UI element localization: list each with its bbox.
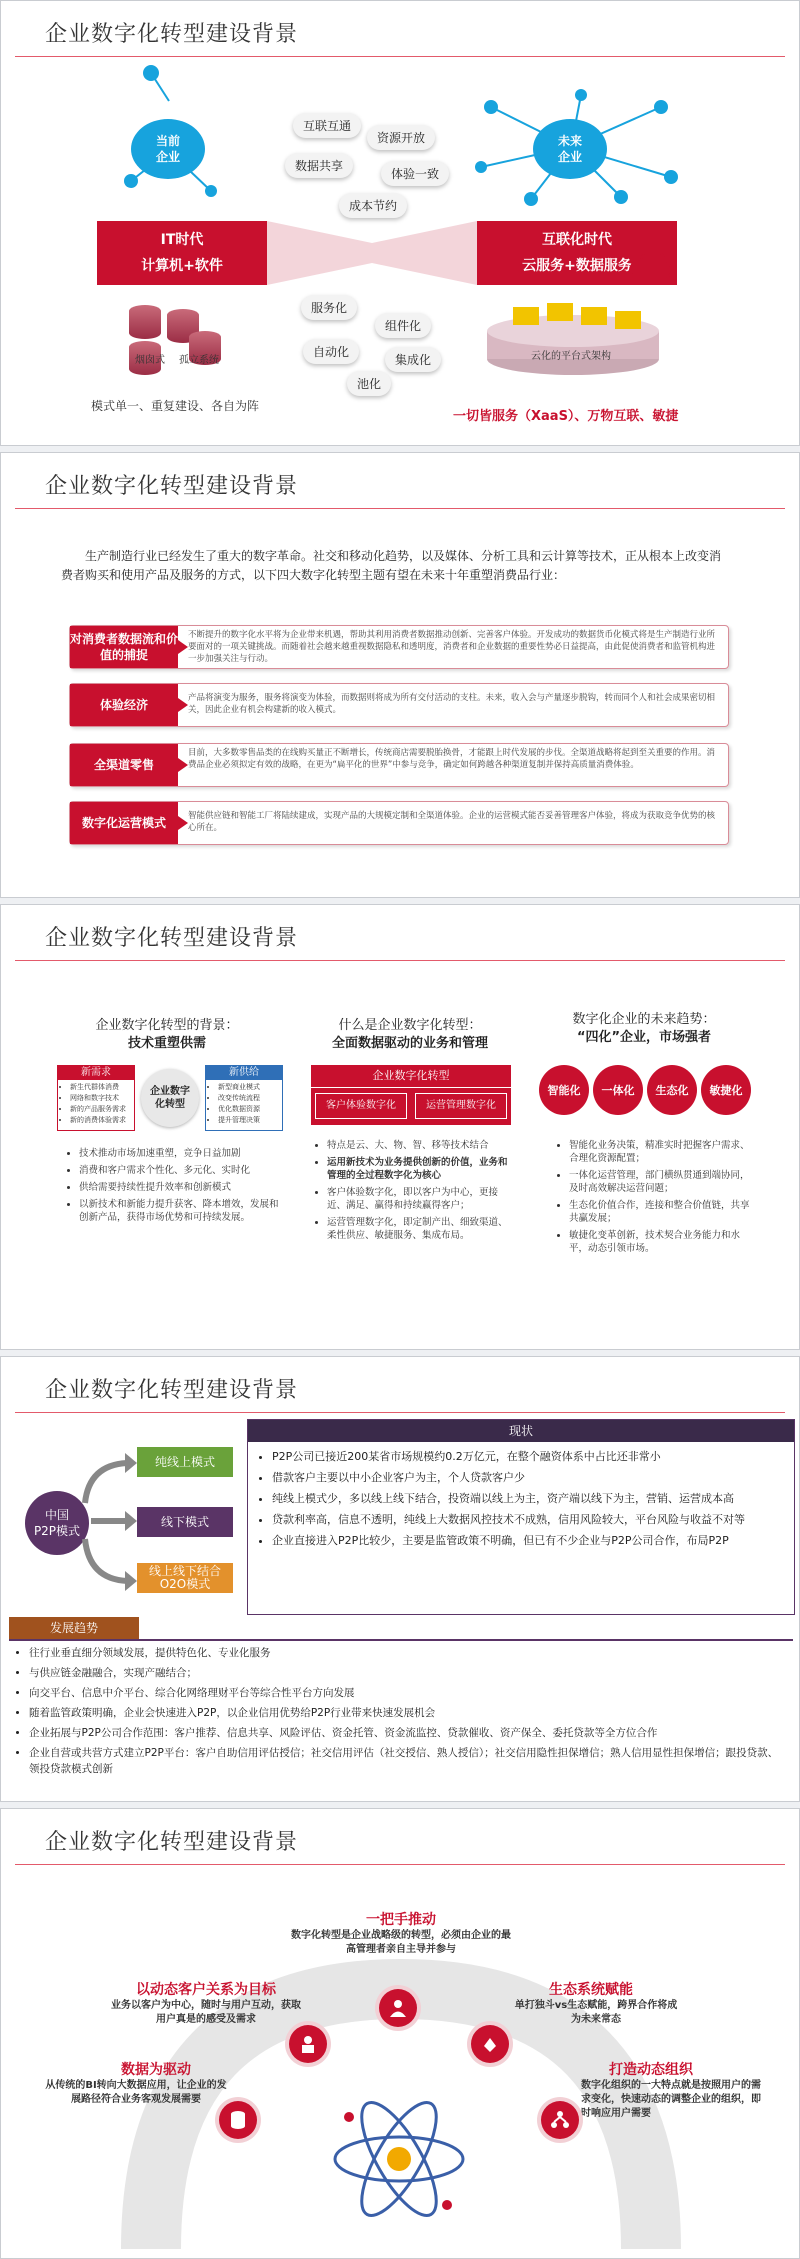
tag-data-sharing: 数据共享 [285, 153, 353, 178]
demand-box [57, 1065, 135, 1131]
status-item: • P2P公司已接近200某省市场规模约0.2万亿元，在整个融资体系中占比还非常小 [272, 1448, 788, 1466]
p2p-label: 中国 P2P模式 [33, 1508, 81, 1538]
trend-row [69, 683, 729, 727]
mode-offline: 线下模式 [137, 1507, 233, 1537]
col2-box-title: 企业数字化转型 [311, 1065, 511, 1088]
supply-item: • 新型商业模式 [218, 1082, 278, 1093]
left-caption: 模式单一、重复建设、各自为阵 [91, 399, 260, 413]
circle-integrated: 一体化 [593, 1065, 643, 1115]
col2-bullets [315, 1139, 515, 1246]
trend-item: • 企业拓展与P2P公司合作范围：客户推荐、信息共享、风险评估、资金托管、资金流监控、贷款催收、资产保全、委托贷款等全方位合作 [29, 1725, 785, 1741]
slide-title: 企业数字化转型建设背景 [45, 1378, 299, 1403]
title-rule [15, 508, 785, 509]
bullet-item: • 技术推动市场加速重塑，竞争日益加剧 [79, 1147, 287, 1160]
circle-agile: 敏捷化 [701, 1065, 751, 1115]
right-top-driver-text: 单打独斗vs生态赋能，跨界合作将成为未来常态 [514, 2000, 678, 2025]
col2-box [311, 1065, 511, 1125]
center-diamond [141, 1069, 199, 1127]
mode-online: 纯线上模式 [137, 1447, 233, 1477]
it-era-subtitle: 计算机+软件 [141, 258, 223, 274]
col1-heading-line2: 技术重塑供需 [127, 1036, 206, 1051]
slide-1 [0, 0, 800, 446]
trend-text: 智能供应链和智能工厂将陆续建成，实现产品的大规模定制和全渠道体验。企业的运营模式能否妥善管理客户体验，将成为获取竞争优势的核心所在。 [188, 811, 716, 833]
bullet-item: • 供给需要持续性提升效率和创新模式 [79, 1181, 287, 1194]
title-rule [15, 1412, 785, 1413]
status-item: • 借款客户主要以中小企业客户为主，个人贷款客户少 [272, 1469, 788, 1487]
slide-3 [0, 904, 800, 1350]
slide-2 [0, 452, 800, 898]
title-rule [15, 1864, 785, 1865]
mode-o2o: 线上线下结合 O2O模式 [137, 1563, 233, 1593]
col2-heading [303, 1017, 517, 1053]
status-item: • 纯线上模式少，多以线上线下结合，投资端以线上为主，资产端以线下为主，营销、运营成本高 [272, 1490, 788, 1508]
trend-label: 体验经济 [70, 684, 178, 726]
internet-era-title: 互联化时代 [542, 232, 612, 248]
status-list [258, 1448, 788, 1553]
it-era-title: IT时代 [160, 232, 204, 248]
top-driver-title: 一把手推动 [366, 1912, 436, 1928]
title-rule [15, 960, 785, 961]
tag-automation: 自动化 [303, 339, 359, 364]
internet-era-subtitle: 云服务+数据服务 [522, 258, 632, 274]
circle-intelligent: 智能化 [539, 1065, 589, 1115]
left-top-driver-title: 以动态客户关系为目标 [136, 1982, 276, 1998]
col3-heading-line1: 数字化企业的未来趋势： [572, 1012, 716, 1027]
status-header: 现状 [248, 1420, 794, 1442]
demand-item: • 网络和数字技术 [70, 1093, 130, 1104]
col2-heading-line2: 全面数据驱动的业务和管理 [331, 1036, 488, 1051]
tag-component: 组件化 [375, 313, 431, 338]
demand-item: • 新生代群体消费 [70, 1082, 130, 1093]
platform-label: 云化的平台式架构 [531, 351, 611, 362]
left-bottom-driver-title: 数据为驱动 [121, 2062, 191, 2078]
col2-box-left: 客户体验数字化 [315, 1093, 407, 1119]
tag-cost-saving: 成本节约 [339, 193, 407, 218]
slide-title: 企业数字化转型建设背景 [45, 474, 299, 499]
bullet-item: • 特点是云、大、物、智、移等技术结合 [327, 1139, 515, 1152]
trend-label: 对消费者数据流和价值的捕捉 [70, 626, 178, 668]
status-item: • 企业直接进入P2P比较少，主要是监管政策不明确，但已有不少企业与P2P公司合作，布局P2P [272, 1532, 788, 1550]
silo-cylinder [129, 305, 161, 339]
col1-heading [57, 1017, 277, 1053]
cloud-icon [629, 247, 673, 281]
status-item: • 贷款利率高，信息不透明，纯线上大数据风控技术不成熟，信用风险较大，平台风险与收益不对等 [272, 1511, 788, 1529]
trend-item: • 往行业垂直细分领域发展，提供特色化、专业化服务 [29, 1645, 785, 1661]
tag-integration: 集成化 [385, 347, 441, 372]
trend-label: 数字化运营模式 [70, 802, 178, 844]
p2p-circle [25, 1491, 89, 1555]
center-label: 企业数字化转型 [150, 1086, 190, 1110]
demand-title: 新需求 [58, 1066, 134, 1080]
left-top-driver-text: 业务以客户为中心，随时与用户互动，获取用户真是的感受及需求 [111, 2000, 301, 2025]
ecosystem-icon [471, 2025, 509, 2063]
trend-text: 目前，大多数零售品类的在线购买量正不断增长，传统商店需要脱胎换骨，才能跟上时代发展的步伐。全渠道战略将起到至关重要的作用。消费品企业必须拟定有效的战略，在更为“扁平化的世界”中参与竞争，确定如何跨越各种渠道复制并保持高质量消费体验。 [188, 748, 716, 770]
top-driver-text: 数字化转型是企业战略级的转型，必须由企业的最高管理者亲自主导并参与 [291, 1930, 511, 1955]
trend-row [69, 801, 729, 845]
demand-item: • 新的消费体验需求 [70, 1115, 130, 1126]
future-enterprise-bubble: 未来 企业 [533, 119, 607, 179]
right-bottom-driver-text: 数字化组织的一大特点就是按照用户的需求变化，快速动态的调整企业的组织，即时响应用户需要 [581, 2080, 761, 2119]
person-icon [379, 1989, 417, 2027]
tag-service: 服务化 [301, 295, 357, 320]
tag-experience-unified: 体验一致 [381, 161, 449, 186]
supply-item: • 优化数据资源 [218, 1104, 278, 1115]
slide-4 [0, 1356, 800, 1802]
trend-item: • 向交平台、信息中介平台、综合化网络理财平台等综合性平台方向发展 [29, 1685, 785, 1701]
col1-heading-line1: 企业数字化转型的背景： [95, 1018, 239, 1033]
it-era-bar [97, 221, 267, 285]
col3-heading [539, 1011, 749, 1047]
bullet-item: • 智能化业务决策，精准实时把握客户需求、合理化资源配置； [569, 1139, 757, 1165]
trend-item: • 企业自营或共营方式建立P2P平台：客户自助信用评估授信；社交信用评估（社交授信、熟人授信）；社交信用隐性担保增信；熟人信用显性担保增信；跟投贷款、领投贷款模式创新 [29, 1745, 785, 1777]
title-rule [15, 56, 785, 57]
slide-title: 企业数字化转型建设背景 [45, 926, 299, 951]
col3-heading-line2: “四化”企业，市场强者 [576, 1030, 712, 1045]
col1-bullets [67, 1147, 287, 1228]
right-top-driver-title: 生态系统赋能 [549, 1982, 633, 1998]
trend-header: 发展趋势 [9, 1617, 139, 1639]
trend-list [15, 1645, 785, 1781]
trend-text: 产品将演变为服务，服务将演变为体验，而数据则将成为所有交付活动的支柱。未来，收入会与产量逐步脱钩，转而同个人和社会成果密切相关，因此企业有机会构建新的收入模式。 [188, 693, 716, 715]
col2-box-right: 运营管理数字化 [415, 1093, 507, 1119]
col3-bullets [557, 1139, 757, 1259]
customer-icon [289, 2025, 327, 2063]
platform-stack [483, 301, 663, 377]
trend-item: • 随着监管政策明确，企业会快速进入P2P，以企业信用优势给P2P行业带来快速发展机会 [29, 1705, 785, 1721]
tag-pooling: 池化 [347, 371, 391, 396]
circle-ecological: 生态化 [647, 1065, 697, 1115]
left-bottom-driver-text: 从传统的BI转向大数据应用，让企业的发展路径符合业务客观发展需要 [45, 2080, 227, 2105]
slide-title: 企业数字化转型建设背景 [45, 22, 299, 47]
bullet-item: • 以新技术和新能力提升获客、降本增效，发展和创新产品，获得市场优势和可持续发展。 [79, 1198, 287, 1224]
right-caption: 一切皆服务（XaaS）、万物互联、敏捷 [453, 409, 679, 424]
intro-paragraph: 生产制造行业已经发生了重大的数字革命。社交和移动化趋势，以及媒体、分析工具和云计算等技术，正从根本上改变消费者购买和使用产品及服务的方式，以下四大数字化转型主题有望在未来十年重塑消费品行业： [61, 549, 722, 582]
organization-icon [541, 2101, 579, 2139]
col2-heading-line1: 什么是企业数字化转型： [338, 1018, 482, 1033]
supply-box [205, 1065, 283, 1131]
bullet-item: • 运用新技术为业务提供创新的价值，业务和管理的全过程数字化为核心 [327, 1156, 515, 1182]
bullet-item: • 一体化运营管理，部门横纵贯通到端协同，及时高效解决运营问题； [569, 1169, 757, 1195]
slide-title: 企业数字化转型建设背景 [45, 1830, 299, 1855]
bullet-item: • 敏捷化变革创新，技术契合业务能力和水平，动态引领市场。 [569, 1229, 757, 1255]
trend-row [69, 625, 729, 669]
silo-label-chimney: 烟囱式 [135, 355, 165, 366]
right-bottom-driver-title: 打造动态组织 [609, 2062, 693, 2078]
current-enterprise-bubble: 当前 企业 [131, 119, 205, 179]
trend-panel [9, 1639, 793, 1795]
demand-item: • 新的产品服务需求 [70, 1104, 130, 1115]
trend-text: 不断提升的数字化水平将为企业带来机遇，帮助其利用消费者数据推动创新、完善客户体验。开发成功的数据货币化模式将是生产制造行业所要面对的一项关键挑战。而随着社会越来越重视数据隐私和透明度，消费者和企业数据的重要性势必日益提高，由此促使消费者和监管机构进一步加强关注与行动。 [188, 630, 716, 664]
bullet-item: • 运营管理数字化，即定制产出、细致渠道、柔性供应、敏捷服务、集成布局。 [327, 1216, 515, 1242]
tag-interconnect: 互联互通 [293, 113, 361, 138]
supply-item: • 改变传统流程 [218, 1093, 278, 1104]
tag-resource-open: 资源开放 [367, 125, 435, 150]
bullet-item: • 生态化价值合作，连接和整合价值链，共享共赢发展； [569, 1199, 757, 1225]
supply-title: 新供给 [206, 1066, 282, 1080]
bullet-item: • 客户体验数字化，即以客户为中心，更接近、满足、赢得和持续赢得客户； [327, 1186, 515, 1212]
transition-arrow [267, 221, 477, 285]
silo-label-isolated: 孤立系统 [179, 355, 219, 366]
slide-5 [0, 1808, 800, 2259]
bullet-item: • 消费和客户需求个性化、多元化、实时化 [79, 1164, 287, 1177]
status-panel [247, 1419, 795, 1615]
trend-row [69, 743, 729, 787]
database-icon [219, 2101, 257, 2139]
trend-item: • 与供应链金融融合，实现产融结合； [29, 1665, 785, 1681]
trend-label: 全渠道零售 [70, 744, 178, 786]
mode-arrows [81, 1445, 137, 1595]
supply-item: • 提升管理决策 [218, 1115, 278, 1126]
